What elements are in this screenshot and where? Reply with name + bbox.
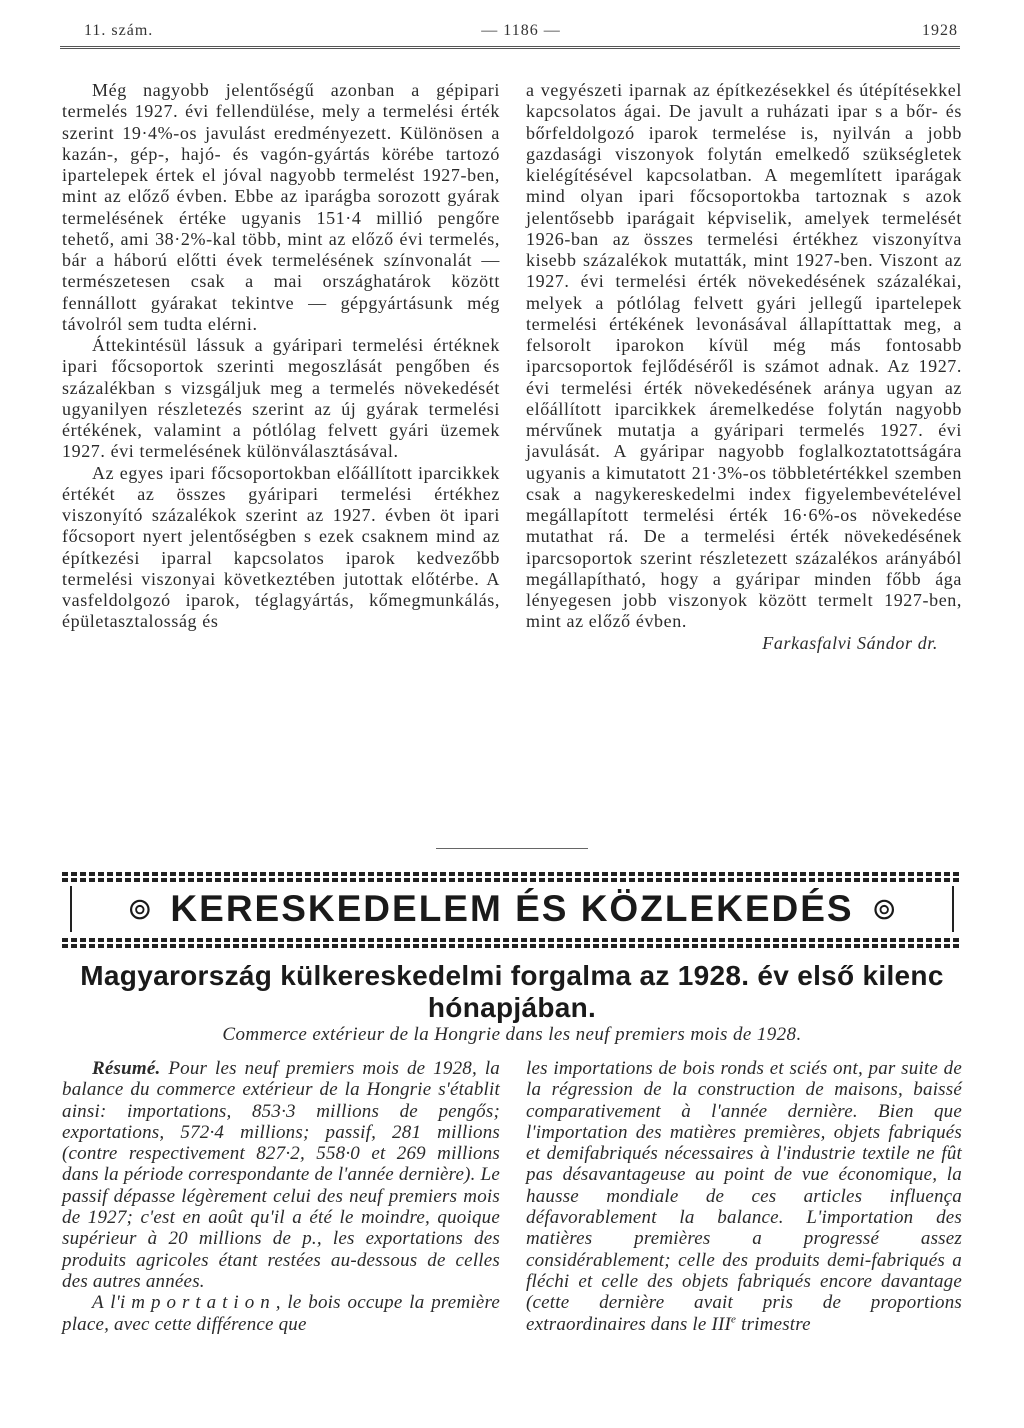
- paragraph: Áttekintésül lássuk a gyáripari termelési értéknek ipari főcsoportok szerinti megoszlását pengőben és százalékban s vizsgáljuk meg a termelés növekedését ugyanilyen részletezés szerint az új gyárak termelési értékének, valamint a pótlólag felvett gyári üzemek 1927. évi termelésének különválasztásával.: [62, 335, 500, 462]
- year: 1928: [922, 22, 958, 39]
- column-right-top: [526, 80, 962, 654]
- section-banner: [62, 872, 962, 952]
- page-header: [84, 22, 958, 44]
- ornament-icon: ⊚: [871, 891, 897, 927]
- banner-border: [62, 878, 962, 882]
- text: , le bois occupe la première place, avec cette différence que: [62, 1292, 500, 1335]
- superscript: e: [731, 1313, 737, 1326]
- text: trimestre: [736, 1313, 811, 1335]
- column-left-bottom: [62, 1058, 500, 1335]
- page-number: — 1186 —: [481, 22, 561, 39]
- resume-text: Pour les neuf premiers mois de 1928, la balance du commerce extérieur de la Hongrie s'établit ainsi: importations, 853·3 millions de pengős; exportations, 572·4 millions; passif, 281 millions (contre respectivement 827·2, 558·0 et 269 millions dans la période correspondante de l'année dernière). Le passif dépasse légèrement celui des neuf premiers mois de 1927; c'est en août qu'il a été le moindre, quoique supérieur à 20 millions de p., les exportations des produits agricoles étant restées au-dessous de celles des autres années.: [62, 1058, 501, 1292]
- banner-border: [62, 872, 962, 876]
- column-left-top: [62, 80, 500, 633]
- section-title: KERESKEDELEM ÉS KÖZLEKEDÉS: [170, 888, 854, 929]
- column-right-bottom: [526, 1058, 962, 1335]
- section-separator: [436, 848, 588, 849]
- text: A l': [92, 1292, 120, 1314]
- author-signature: Farkasfalvi Sándor dr.: [762, 632, 938, 653]
- article-title: Magyarország külkereskedelmi forgalma az 1928. év első kilenc hónapjában.: [80, 960, 944, 1023]
- text: les importations de bois ronds et sciés ont, par suite de la régression de la construction de maisons, baissé comparativement à l'année dernière. Bien que l'importation des matières premières, objets fabriqués et demifabriqués nécessaires à l'industrie textile ne fût pas désavantageuse au point de vue économique, la hausse mondiale de ces articles influença défavorablement la balance. L'importation des matières premières a progressé assez considérablement; celle des produits demi-fabriqués a fléchi et celle des objets fabriqués encore davantage (cette dernière avait pris de proportions extraordinaires dans le III: [526, 1058, 962, 1335]
- paragraph: a vegyészeti iparnak az építkezésekkel és útépítésekkel kapcsolatos ágai. De javult a ruházati ipar s a bőr- és bőrfeldolgozó iparok termelése is, nyilván a jobb gazdasági viszonyok folytán emelkedő szükségletek kielégítésével kapcsolatban. A megemlített iparágak mind olyan ipari főcsoportokba tartoznak s azok jelentősebb iparágait képviselik, amelyek termelését 1926-ban az összes termelési értékhez viszonyítva kisebb százalékok mutatták, mint 1927-ben. Viszont az 1927. évi termelési érték növekedésének százalékai, melyek a pótlólag felvett gyári jellegű ipartelepek termelési értékének levonásával állapíttattak meg, a felsorolt iparokon kívül még más fontosabb iparcsoportok fejlődéséről is számot adnak. Az 1927. évi termelési érték növekedésének aránya ugyan az előállított iparcikkek áremelkedése folytán nagyobb mérvűnek mutatja a gyáripari termelés 1927. évi javulását. A gyáripar nagyobb foglalkoztatottságára ugyanis a kimutatott 21·3%-os többletértékkel szemben csak a nagykereskedelmi index figyelembevételével megállapított termelési érték 16·6%-os növekedése mutathat rá. De a termelési érték növekedésének iparcsoportok szerint részletezett százalékos arányából megállapítható, hogy a gyáripar minden főbb ága lényegesen jobb viszonyok között termelt 1927-ben, mint az előző évben.: [526, 80, 962, 632]
- paragraph: [62, 1058, 500, 1292]
- resume-label: Résumé.: [92, 1058, 161, 1079]
- paragraph: Az egyes ipari főcsoportokban előállított iparcikkek értékét az összes gyáripari termelési értékhez viszonyító százalékok szerint az 1927. évben öt ipari főcsoport nyert jelentőségben s ezek csaknem mind az építkezési iparral kapcsolatos iparok kedvezőbb termelési viszonyai következtében jutottak előtérbe. A vasfeldolgozó iparok, téglagyártás, kőmegmunkálás, épületasztalosság és: [62, 462, 500, 632]
- spaced-word: importation: [119, 1292, 276, 1314]
- paragraph: Még nagyobb jelentőségű azonban a gépipari termelés 1927. évi fellendülése, mely a termelési érték szerint 19·4%-os javulást eredményezett. Különösen a kazán-, gép-, hajó- és vagón-gyártás körébe tartozó ipartelepek értek el jóval nagyobb termelést 1927-ben, mint az előző évben. Ebbe az iparágba sorozott gyárak termelésének értéke ugyanis 151·4 millió pengőre tehető, ami 38·2%-kal több, mint az előző évi termelés, bár a háború előtti évek termelésének színvonalát — természetesen csak a mai országhatárok között fennállott gyárakat tekintve — gépgyártásunk még távolról sem tudta elérni.: [62, 80, 500, 334]
- banner-border: [62, 938, 962, 942]
- ornament-icon: ⊚: [127, 891, 153, 927]
- paragraph: [62, 1292, 500, 1335]
- banner-border: [62, 944, 962, 948]
- article-subtitle: Commerce extérieur de la Hongrie dans les neuf premiers mois de 1928.: [222, 1024, 802, 1045]
- issue-number: 11. szám.: [84, 22, 154, 39]
- header-rule: [60, 46, 960, 49]
- paragraph: [526, 1058, 962, 1335]
